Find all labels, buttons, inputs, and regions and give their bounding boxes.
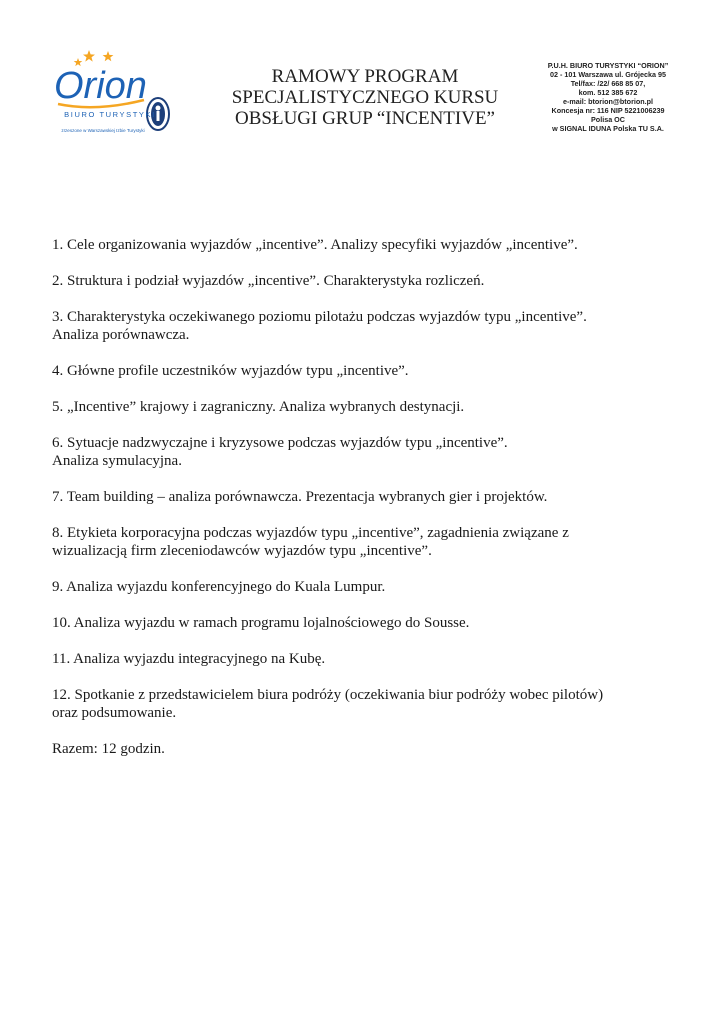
orion-logo-graphic	[36, 46, 176, 141]
program-item-line: 8. Etykieta korporacyjna podczas wyjazdów typu „incentive”, zagadnienia związane z	[52, 525, 569, 541]
program-item	[52, 272, 672, 290]
program-item-line: 5. „Incentive” krajowy i zagraniczny. Analiza wybranych destynacji.	[52, 399, 465, 415]
program-item-line: Analiza porównawcza.	[52, 327, 190, 343]
company-line: P.U.H. BIURO TURYSTYKI “ORION”	[547, 61, 669, 70]
program-item-line: 6. Sytuacje nadzwyczajne i kryzysowe podczas wyjazdów typu „incentive”.	[52, 435, 508, 451]
program-item	[52, 362, 672, 380]
program-item	[52, 398, 672, 416]
orion-logo	[36, 46, 176, 141]
program-item-line: 12. Spotkanie z przedstawicielem biura podróży (oczekiwania biur podróży wobec pilotów)	[52, 687, 604, 703]
program-item	[52, 308, 672, 344]
program-item-line: 2. Struktura i podział wyjazdów „incentive”. Charakterystyka rozliczeń.	[52, 273, 485, 289]
program-item-line: 10. Analiza wyjazdu w ramach programu lojalnościowego do Sousse.	[52, 615, 470, 631]
program-item	[52, 488, 672, 506]
logo-subtitle: BIURO TURYSTYKI	[64, 110, 156, 119]
program-item	[52, 434, 672, 470]
company-line: e-mail: btorion@btorion.pl	[562, 97, 654, 106]
program-item	[52, 236, 672, 254]
company-line: Tel/fax: /22/ 668 85 07,	[570, 79, 646, 88]
logo-member-note: zrzeszone w Warszawskiej Izbie Turystyki	[61, 128, 145, 133]
program-total: Razem: 12 godzin.	[52, 741, 165, 757]
company-line: Koncesja nr: 116 NIP 5221006239	[551, 106, 665, 115]
company-line: kom. 512 385 672	[578, 88, 638, 97]
program-item	[52, 614, 672, 632]
star-icon	[103, 51, 114, 61]
program-item	[52, 578, 672, 596]
company-line: 02 - 101 Warszawa ul. Grójecka 95	[550, 70, 666, 79]
program-item	[52, 650, 672, 668]
orion-wordmark: Orion	[54, 65, 147, 107]
program-item-line: 9. Analiza wyjazdu konferencyjnego do Kuala Lumpur.	[52, 579, 386, 595]
program-item-line: 3. Charakterystyka oczekiwanego poziomu pilotażu podczas wyjazdów typu „incentive”.	[52, 309, 587, 325]
program-item-line: 4. Główne profile uczestników wyjazdów typu „incentive”.	[52, 363, 409, 379]
program-item-line: Analiza symulacyjna.	[52, 453, 182, 469]
program-list	[52, 236, 672, 758]
star-icons	[74, 50, 114, 66]
title-line: OBSŁUGI GRUP “INCENTIVE”	[235, 108, 495, 129]
company-info	[528, 61, 688, 133]
program-item-line: oraz podsumowanie.	[52, 705, 177, 721]
program-item	[52, 524, 672, 560]
title-line: SPECJALISTYCZNEGO KURSU	[231, 87, 499, 108]
company-line: Polisa OC	[591, 115, 625, 124]
star-icon	[83, 50, 95, 62]
title-line: RAMOWY PROGRAM	[271, 66, 459, 87]
program-item-line: 7. Team building – analiza porównawcza. Prezentacja wybranych gier i projektów.	[52, 489, 548, 505]
program-item-line: 11. Analiza wyjazdu integracyjnego na Kubę.	[52, 651, 326, 667]
program-item-line: wizualizacją firm zleceniodawców wyjazdów typu „incentive”.	[52, 543, 432, 559]
company-line: w SIGNAL IDUNA Polska TU S.A.	[552, 124, 664, 133]
program-item-line: 1. Cele organizowania wyjazdów „incentive”. Analizy specyfiki wyjazdów „incentive”.	[52, 237, 578, 253]
document-title	[200, 66, 530, 129]
program-item	[52, 686, 672, 722]
